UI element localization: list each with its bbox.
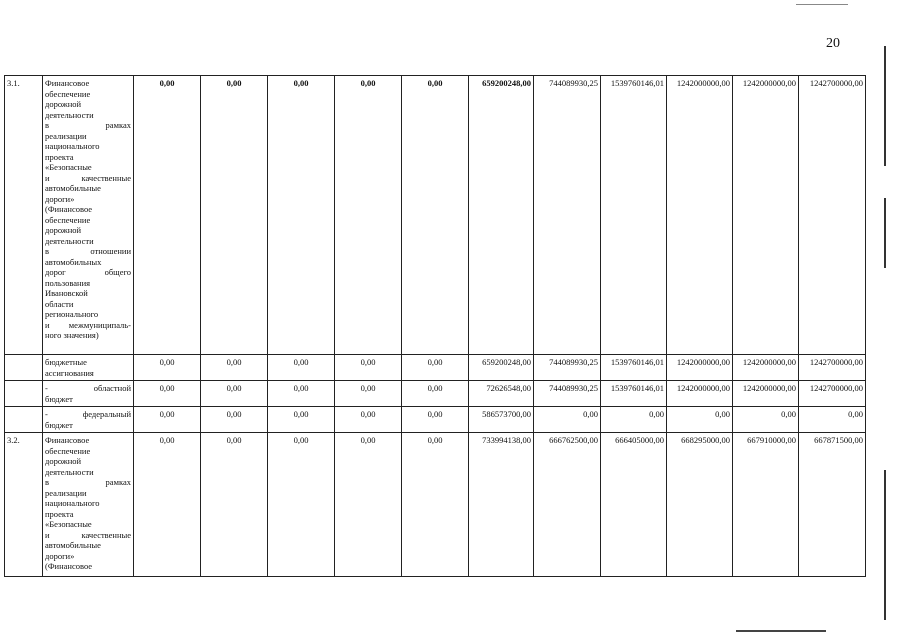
value-cell: 0,00 [201, 381, 268, 407]
value-cell: 733994138,00 [469, 433, 534, 577]
scan-artifact-bottom [736, 630, 826, 632]
row-name-line: в рамках [45, 120, 131, 130]
value-cell: 659200248,00 [469, 355, 534, 381]
row-code [5, 381, 43, 407]
row-name-line: пользования [45, 277, 91, 288]
row-name-line: Ивановской [45, 288, 88, 298]
table-row [5, 76, 866, 355]
row-name-line: (Финансовое [45, 204, 93, 214]
value-cell: 667910000,00 [733, 433, 799, 577]
value-cell: 0,00 [268, 407, 335, 433]
value-cell: 0,00 [201, 355, 268, 381]
row-name [43, 407, 134, 433]
row-name-line: национального [45, 141, 100, 151]
row-name-line: обеспечение [45, 445, 91, 456]
value-cell: 667871500,00 [799, 433, 866, 577]
value-cell: 0,00 [402, 381, 469, 407]
row-name-line: деятельности [45, 235, 94, 246]
value-cell: 0,00 [667, 407, 733, 433]
value-cell: 0,00 [402, 76, 469, 355]
row-name-line: и качественные [45, 172, 131, 183]
row-name-line: бюджет [45, 419, 73, 430]
value-cell: 0,00 [201, 76, 268, 355]
value-cell: 0,00 [268, 381, 335, 407]
row-name-line: в отношении [45, 246, 131, 256]
value-cell: 0,00 [335, 407, 402, 433]
row-name-line: дорожной [45, 456, 82, 466]
table-row [5, 407, 866, 433]
row-name-line: автомобильные [45, 183, 101, 193]
value-cell: 1242000000,00 [733, 76, 799, 355]
value-cell: 744089930,25 [534, 355, 601, 381]
row-name-line: автомобильные [45, 540, 101, 550]
value-cell: 0,00 [335, 76, 402, 355]
value-cell: 1539760146,01 [601, 355, 667, 381]
value-cell: 659200248,00 [469, 76, 534, 355]
value-cell: 1242000000,00 [667, 381, 733, 407]
value-cell: 1242000000,00 [733, 355, 799, 381]
scan-artifact-right-1 [884, 46, 886, 166]
value-cell: 0,00 [268, 76, 335, 355]
row-name [43, 76, 134, 355]
row-name-line: дороги» [45, 550, 75, 561]
value-cell: 0,00 [134, 76, 201, 355]
value-cell: 0,00 [402, 433, 469, 577]
scan-artifact-right-2 [884, 198, 886, 268]
row-name-line: «Безопасные [45, 519, 92, 529]
row-name [43, 355, 134, 381]
value-cell: 0,00 [134, 355, 201, 381]
value-cell: 1242700000,00 [799, 381, 866, 407]
value-cell: 0,00 [799, 407, 866, 433]
row-name-line: Финансовое [45, 435, 90, 445]
value-cell: 1242000000,00 [667, 355, 733, 381]
table-row [5, 381, 866, 407]
value-cell: 666762500,00 [534, 433, 601, 577]
value-cell: 1539760146,01 [601, 76, 667, 355]
value-cell: 0,00 [733, 407, 799, 433]
row-name-line: дороги» [45, 193, 75, 204]
value-cell: 586573700,00 [469, 407, 534, 433]
value-cell: 0,00 [201, 407, 268, 433]
row-name [43, 433, 134, 577]
value-cell: 1242000000,00 [733, 381, 799, 407]
row-name-line: (Финансовое [45, 561, 93, 571]
row-name-line: обеспечение [45, 214, 91, 225]
row-name-line: - областной [45, 383, 131, 393]
value-cell: 0,00 [601, 407, 667, 433]
value-cell: 668295000,00 [667, 433, 733, 577]
value-cell: 666405000,00 [601, 433, 667, 577]
row-name-line: деятельности [45, 466, 94, 477]
page-number: 20 [826, 36, 840, 51]
value-cell: 0,00 [402, 407, 469, 433]
financing-table [4, 75, 866, 577]
row-code: 3.2. [5, 433, 43, 577]
value-cell: 0,00 [201, 433, 268, 577]
row-name-line: Финансовое [45, 78, 90, 88]
value-cell: 72626548,00 [469, 381, 534, 407]
row-name-line: бюджетные [45, 357, 87, 367]
value-cell: 0,00 [268, 355, 335, 381]
value-cell: 0,00 [134, 433, 201, 577]
value-cell: 0,00 [335, 433, 402, 577]
row-name-line: обеспечение [45, 88, 91, 99]
row-name-line: проекта [45, 508, 74, 519]
value-cell: 744089930,25 [534, 76, 601, 355]
value-cell: 0,00 [134, 407, 201, 433]
row-name-line: в рамках [45, 477, 131, 487]
row-code [5, 407, 43, 433]
row-name-line: дорожной [45, 225, 82, 235]
row-name-line: национального [45, 498, 100, 508]
table-row [5, 433, 866, 577]
value-cell: 744089930,25 [534, 381, 601, 407]
value-cell: 1242700000,00 [799, 76, 866, 355]
row-name-line: и межмуниципаль- [45, 319, 131, 330]
value-cell: 0,00 [335, 355, 402, 381]
row-name-line: реализации [45, 130, 87, 141]
value-cell: 0,00 [335, 381, 402, 407]
scan-artifact-right-3 [884, 470, 886, 620]
row-name-line: «Безопасные [45, 162, 92, 172]
row-name-line: дорог общего [45, 267, 131, 277]
value-cell: 0,00 [534, 407, 601, 433]
row-name [43, 381, 134, 407]
scan-artifact-top [796, 4, 848, 5]
value-cell: 0,00 [268, 433, 335, 577]
row-name-line: области [45, 298, 74, 309]
row-name-line: деятельности [45, 109, 94, 120]
row-code: 3.1. [5, 76, 43, 355]
row-name-line: и качественные [45, 529, 131, 540]
row-name-line: регионального [45, 309, 99, 319]
value-cell: 1539760146,01 [601, 381, 667, 407]
row-name-line: автомобильных [45, 256, 102, 267]
row-code [5, 355, 43, 381]
row-name-line: ного значения) [45, 330, 99, 340]
row-name-line: - федеральный [45, 409, 131, 419]
row-name-line: реализации [45, 487, 87, 498]
table-row [5, 355, 866, 381]
row-name-line: дорожной [45, 99, 82, 109]
row-name-line: бюджет [45, 393, 73, 404]
value-cell: 0,00 [134, 381, 201, 407]
row-name-line: ассигнования [45, 367, 94, 378]
value-cell: 0,00 [402, 355, 469, 381]
row-name-line: проекта [45, 151, 74, 162]
value-cell: 1242700000,00 [799, 355, 866, 381]
value-cell: 1242000000,00 [667, 76, 733, 355]
